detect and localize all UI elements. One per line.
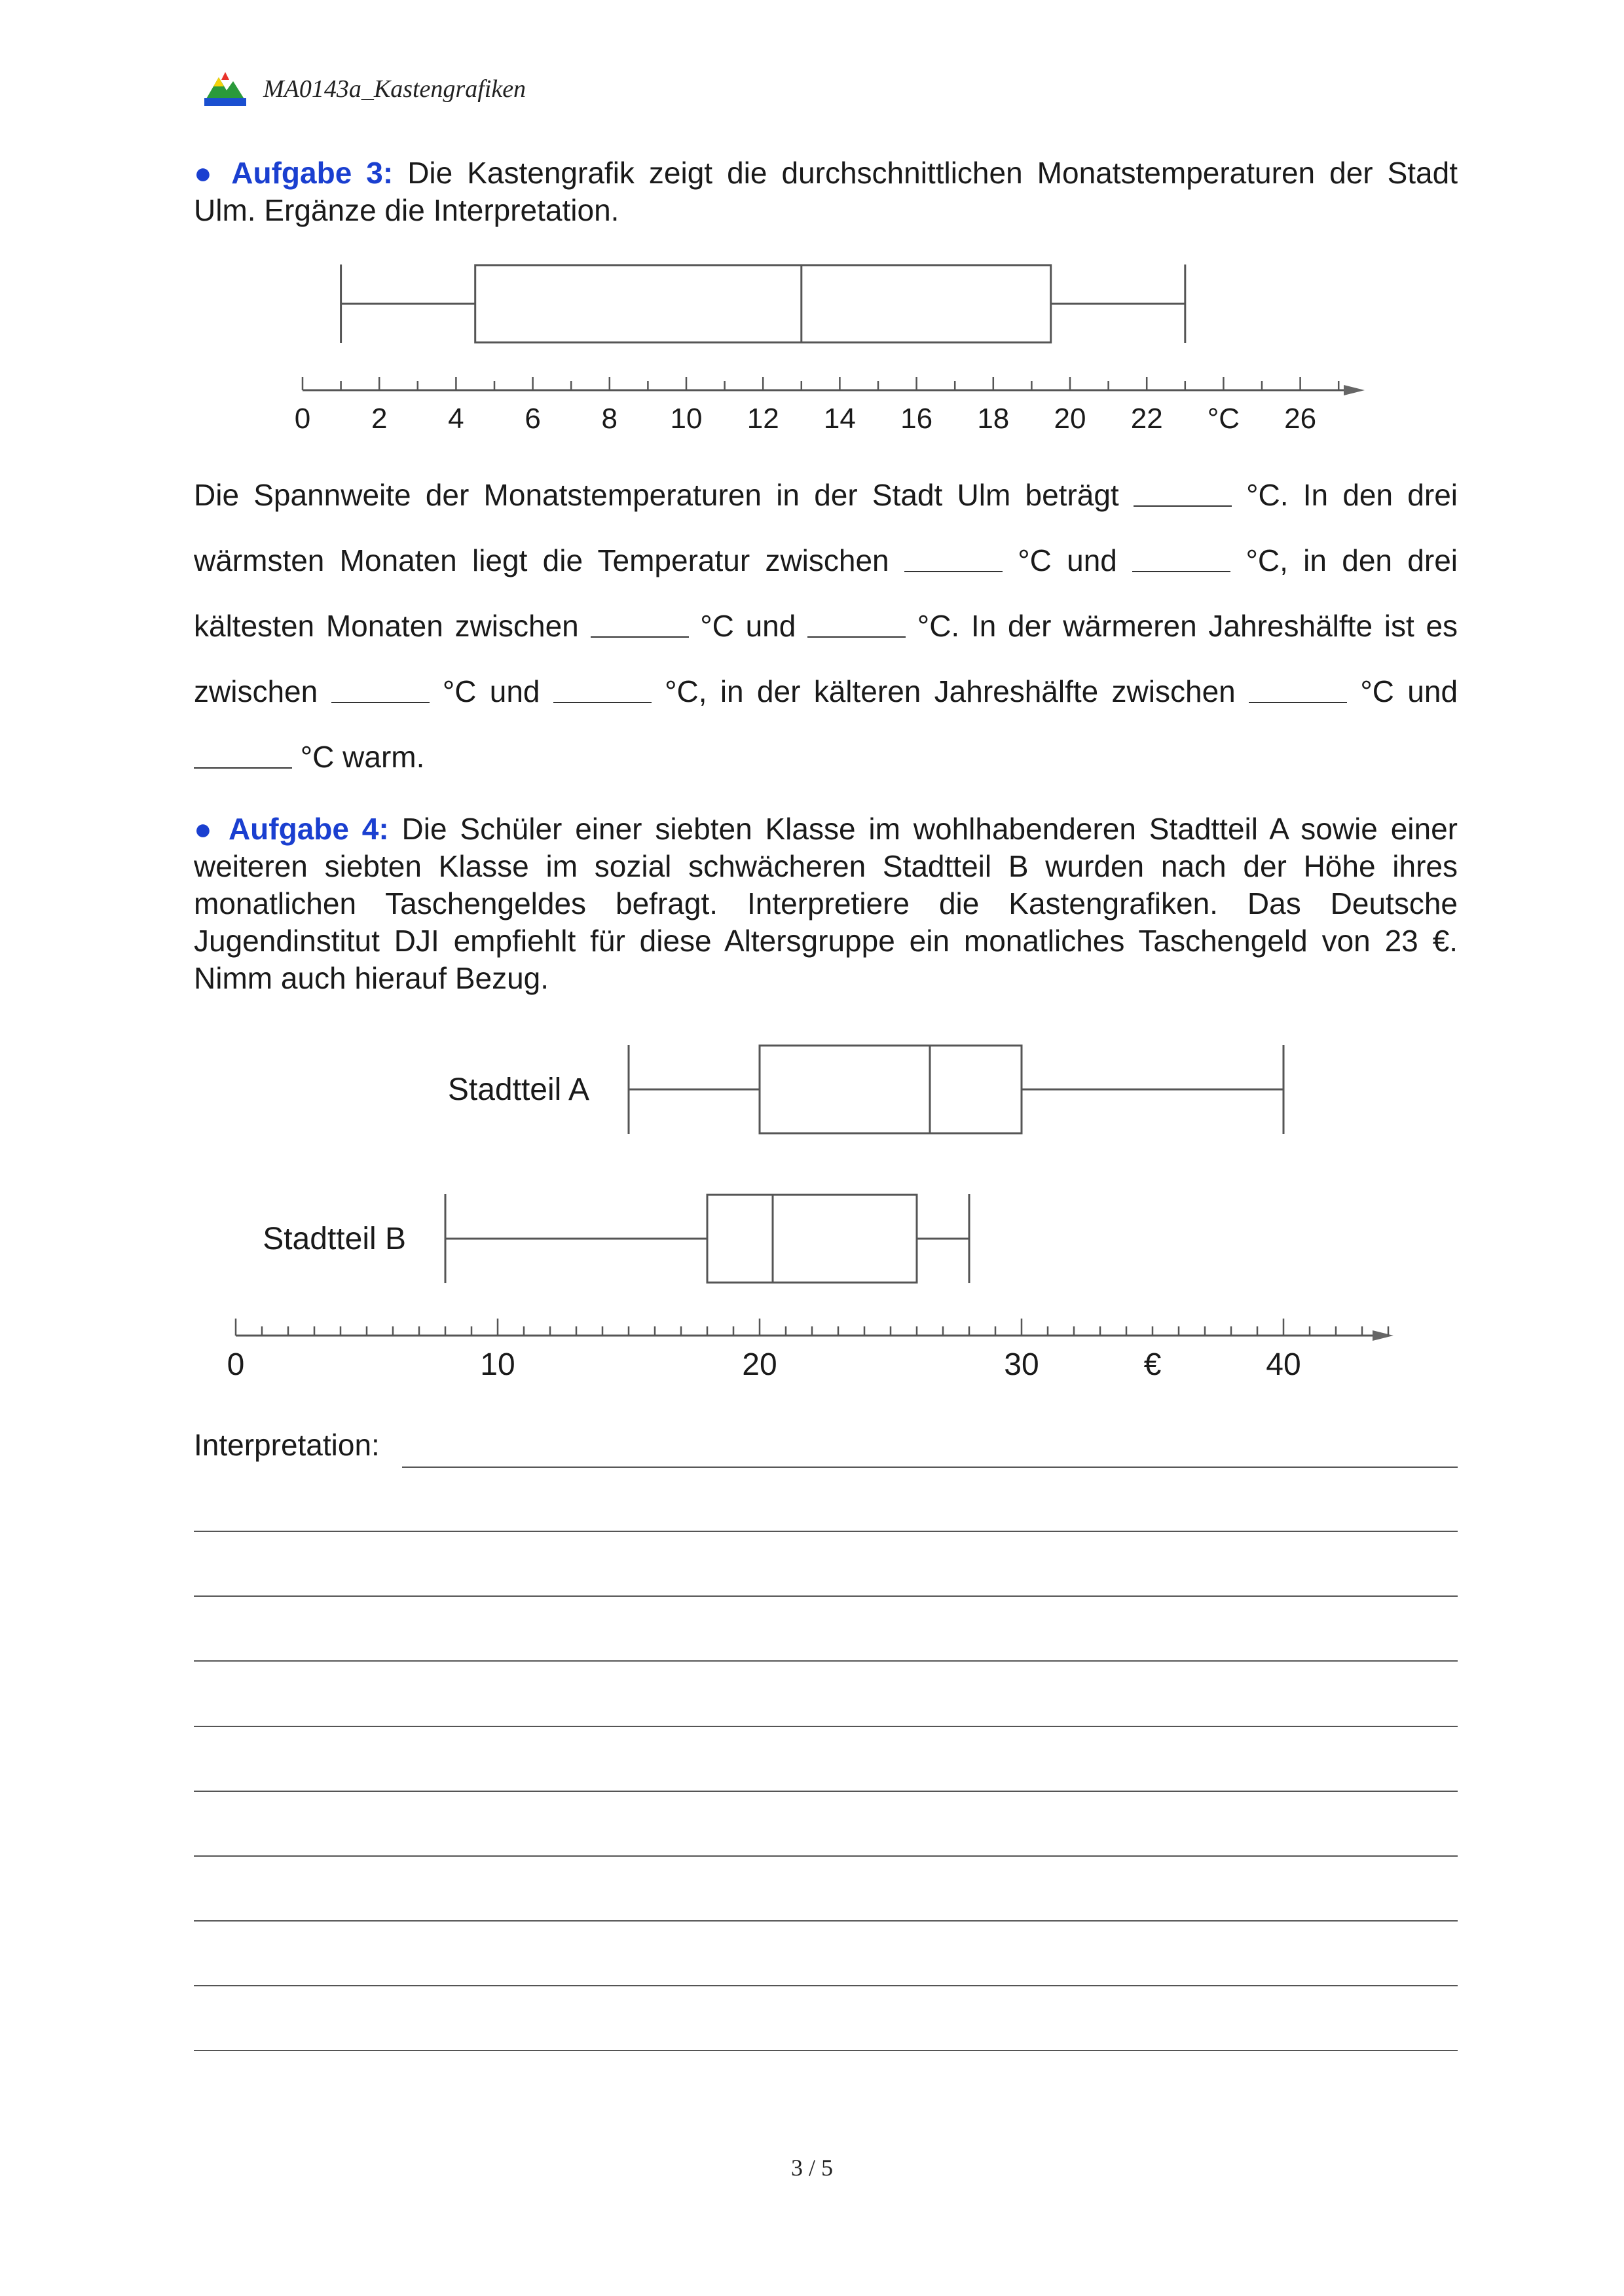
tick-label: 18 <box>977 403 1010 435</box>
writing-line[interactable] <box>194 1920 1458 1922</box>
mountain-logo-icon <box>204 72 246 106</box>
fill-segment: °C und <box>442 674 540 708</box>
answer-blank[interactable] <box>591 610 689 638</box>
tick-label: 0 <box>227 1347 245 1382</box>
task3-prompt <box>194 155 1458 229</box>
box-label: Stadtteil B <box>263 1222 406 1256</box>
fill-segment: °C und <box>1018 543 1117 577</box>
axis-arrow-icon <box>1344 385 1365 395</box>
tick-label: °C <box>1207 403 1240 435</box>
document-title: MA0143a_Kastengrafiken <box>263 75 526 103</box>
answer-blank[interactable] <box>807 610 906 638</box>
answer-blank[interactable] <box>331 676 430 703</box>
fill-segment: Die Spannweite der Monatstemperaturen in der Stadt Ulm beträgt <box>194 478 1119 512</box>
tick-label: 10 <box>480 1347 515 1382</box>
temperature-boxplot <box>0 249 1624 445</box>
task3-fill-in-text <box>194 462 1458 790</box>
writing-line[interactable] <box>194 1985 1458 1986</box>
tick-label: 6 <box>525 403 541 435</box>
writing-line[interactable] <box>194 2050 1458 2051</box>
box-iqr <box>760 1046 1022 1133</box>
tick-label: 20 <box>1054 403 1086 435</box>
writing-line[interactable] <box>194 1791 1458 1792</box>
box-iqr <box>707 1195 917 1283</box>
answer-blank[interactable] <box>194 741 292 769</box>
task4-text: Die Schüler einer siebten Klasse im wohlhabenderen Stadtteil A sowie einer weiteren siebten Klasse im sozial schwächeren Stadtteil B wurden nach der Höhe ihres monatlichen Taschengeldes befragt. Interpretiere die Kastengrafiken. Das Deutsche Jugendinstitut DJI empfiehlt für diese Altersgruppe ein monatliches Taschengeld von 23 €. Nimm auch hierauf Bezug. <box>194 812 1458 995</box>
fill-segment: °C. In den drei wärmsten Monaten liegt die Temperatur zwischen <box>194 478 1458 577</box>
writing-line[interactable] <box>194 1660 1458 1662</box>
writing-line[interactable] <box>194 1726 1458 1727</box>
fill-segment: °C und <box>700 609 796 643</box>
tick-label: 40 <box>1266 1347 1301 1382</box>
tick-label: 0 <box>294 403 311 435</box>
box-iqr <box>475 265 1051 342</box>
answer-blank[interactable] <box>1134 479 1232 507</box>
answer-blank[interactable] <box>1132 545 1230 572</box>
fill-segment: °C. In der wärmeren Jahreshälfte ist es zwischen <box>194 609 1458 708</box>
tick-label: 26 <box>1284 403 1317 435</box>
writing-line[interactable] <box>402 1467 1458 1468</box>
pocket-money-boxplot <box>0 1028 1624 1394</box>
tick-label: 14 <box>823 403 856 435</box>
answer-blank[interactable] <box>1249 676 1347 703</box>
tick-label: 8 <box>601 403 618 435</box>
writing-line[interactable] <box>194 1595 1458 1597</box>
interpretation-label: Interpretation: <box>194 1428 380 1462</box>
fill-segment: °C, in den drei kältesten Monaten zwischen <box>194 543 1458 643</box>
answer-blank[interactable] <box>553 676 652 703</box>
axis-arrow-icon <box>1373 1330 1393 1341</box>
writing-line[interactable] <box>194 1531 1458 1532</box>
tick-label: 30 <box>1004 1347 1039 1382</box>
fill-segment: °C und <box>1360 674 1458 708</box>
task3-label: ● Aufgabe 3: <box>194 156 394 190</box>
page-number: 3 / 5 <box>790 2155 833 2181</box>
task4-prompt <box>194 811 1458 997</box>
fill-segment: °C warm. <box>300 740 425 774</box>
tick-label: 16 <box>900 403 933 435</box>
tick-label: 22 <box>1130 403 1163 435</box>
task4-label: ● Aufgabe 4: <box>194 812 389 846</box>
tick-label: 12 <box>747 403 779 435</box>
tick-label: 4 <box>448 403 464 435</box>
task3-text: Die Kastengrafik zeigt die durchschnittlichen Monatstemperaturen der Stadt Ulm. Ergänze die Interpretation. <box>194 156 1458 227</box>
fill-segment: °C, in der kälteren Jahreshälfte zwischen <box>665 674 1236 708</box>
answer-blank[interactable] <box>904 545 1003 572</box>
box-label: Stadtteil A <box>447 1072 589 1107</box>
tick-label: 10 <box>670 403 703 435</box>
writing-line[interactable] <box>194 1855 1458 1857</box>
tick-label: € <box>1143 1347 1162 1382</box>
tick-label: 20 <box>742 1347 777 1382</box>
tick-label: 2 <box>371 403 388 435</box>
